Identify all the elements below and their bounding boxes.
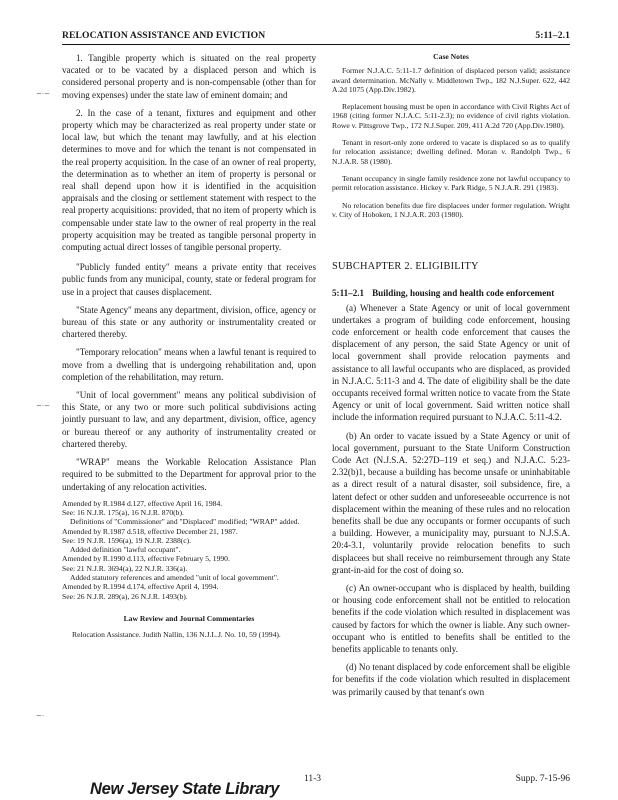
subchapter-heading: SUBCHAPTER 2. ELIGIBILITY: [332, 261, 479, 273]
section-heading: [332, 287, 570, 299]
definition-unit-of-local-government: "Unit of local government" means any political subdivision of this State, or any two or more such political subdivisions acting jointly pursuant to law, and any department, division, office, agency or bureau thereof or any authority of instrumentality created or chartered thereby.: [62, 390, 316, 449]
section-number: 5:11–2.1: [332, 288, 365, 299]
history-line: See: 26 N.J.R. 289(a), 26 N.J.R. 1493(b).: [62, 591, 188, 601]
definition-state-agency: "State Agency" means any department, division, office, agency or bureau of this state or any authority or instrumentality created or chartered thereby.: [62, 304, 316, 340]
definition-temporary-relocation: "Temporary relocation" means when a lawful tenant is required to move from a dwelling that is undergoing rehabilitation and, upon completion of the rehabilitation, may return.: [62, 347, 316, 382]
history-line: Added statutory references and amended "unit of local government".: [70, 573, 279, 583]
header-section-number: 5:11–2.1: [535, 30, 570, 41]
header-rule: [62, 44, 570, 45]
case-note: Tenant occupancy in single family residence zone not lawful occupancy to permit relocation assistance. Hickey v. Park Ridge, 5 N.J.A.R. 291 (1983).: [332, 173, 570, 193]
history-line: Amended by R.1990 d.113, effective February 5, 1990.: [62, 554, 230, 564]
history-line: Amended by R.1994 d.174, effective April 4, 1994.: [62, 582, 219, 592]
history-line: Amended by R.1984 d.127, effective April 16, 1984.: [62, 498, 223, 508]
right-column: [332, 52, 570, 704]
supplement-date: Supp. 7-15-96: [515, 774, 570, 784]
margin-mark: ~·~: [36, 90, 50, 98]
case-note: No relocation benefits due fire displacees under former regulation. Wright v. City of Hoboken, 1 N.J.A.R. 203 (1980).: [332, 200, 570, 219]
case-notes-heading: Case Notes: [433, 52, 469, 61]
paragraph-tenant-fixtures: 2. In the case of a tenant, fixtures and equipment and other property which may be characterized as real property under state or local law, but which the tenant may lawfully, and at his election determines to move and for which the tenant is not compensated in the real property acquisition. In the case of an owner of real property, the determination as to whether an item of property is personal or real shall depend upon how it is identified in the acquisition appraisals and the closing or settlement statement with respect to the real property acquisitions: provided, that no item of property which is compensable under state law to the owner of real property in the real property acquisition may be treated as tangible personal property in computing actual direct losses of tangible personal property.: [62, 107, 316, 253]
history-line: Definitions of "Commissioner" and "Displaced" modified; "WRAP" added.: [70, 517, 300, 527]
history-line: See: 19 N.J.R. 1596(a), 19 N.J.R. 2388(c).: [62, 535, 192, 545]
history-line: See: 21 N.J.R. 3694(a), 22 N.J.R. 336(a).: [62, 563, 188, 573]
case-note: Former N.J.A.C. 5:11-1.7 definition of displaced person valid; assistance award determination. McNally v. Middletown Twp., 182 N.J.Super. 622, 442 A.2d 1075 (App.Div.1982).: [332, 66, 570, 94]
header-title: RELOCATION ASSISTANCE AND EVICTION: [62, 30, 266, 41]
case-note: Replacement housing must be open in accordance with Civil Rights Act of 1968 (citing former N.J.A.C. 5:11-2.3); no evidence of civil rights violation. Rowe v. Pittsgrove Twp., 172 N.J.Super. 209, 411 A.2d 720 (App.Div.1980).: [332, 102, 570, 130]
subsection-d: (d) No tenant displaced by code enforcement shall be eligible for benefits if the code violation which resulted in displacement was primarily caused by that tenant's own: [332, 662, 570, 697]
history-line: Added definition "lawful occupant".: [70, 545, 181, 555]
section-title: Building, housing and health code enforcement: [372, 288, 555, 299]
case-notes: [332, 52, 570, 219]
paragraph-tangible-property: 1. Tangible property which is situated on the real property vacated or to be vacated by a displaced person and which is considered personal property and is non-compensable (other than for moving expenses) under the state law of eminent domain; and: [62, 53, 316, 100]
left-column: [62, 52, 316, 639]
margin-mark: ~·: [36, 712, 45, 720]
case-note: Tenant in resort-only zone ordered to vacate is displaced so as to qualify for relocation assistance; dwelling defined. Moran v. Randolph Twp., 6 N.J.A.R. 58 (1980).: [332, 138, 570, 166]
history-line: Amended by R.1987 d.518, effective December 21, 1987.: [62, 526, 238, 536]
definition-wrap: "WRAP" means the Workable Relocation Assistance Plan required to be submitted to the Department for approval prior to the undertaking of any relocation activities.: [62, 457, 316, 492]
page-number: 11-3: [304, 774, 322, 784]
library-stamp: New Jersey State Library: [90, 780, 280, 798]
subsection-c: (c) An owner-occupant who is displaced by health, building or housing code enforcement shall not be entitled to relocation benefits if the code violation which resulted in displacement was caused by factors for which the owner is liable. Any such owner-occupant who is entitled to benefits shall be entitled to the benefits applicable to tenants only.: [332, 583, 570, 655]
margin-mark: ~·~: [36, 402, 50, 410]
amendment-history: [62, 499, 316, 601]
law-review-citation: Relocation Assistance. Judith Nallin, 136 N.J.L.J. No. 10, 59 (1994).: [72, 630, 281, 640]
subsection-b: (b) An order to vacate issued by a State Agency or unit of local government, pursuant to the State Uniform Construction Code Act (N.J.S.A. 52:27D–119 et seq.) and N.J.A.C. 5:23-2.32(b)1, because a building has become unsafe or uninhabitable as a direct result of a natural disaster, soil subsidence, fire, a latent defect or other sudden and unforeseeable occurrence is not displacement within the meaning of these rules and no relocation benefits shall be due any occupants or former occupants of such a building. However, a municipality may, pursuant to N.J.S.A. 20:4-3.1, voluntarily provide relocation benefits to such displacees but shall receive no reimbursement through any State grant-in-aid for the cost of doing so.: [332, 430, 570, 575]
running-header: [62, 30, 570, 44]
history-line: See: 16 N.J.R. 175(a), 16 N.J.R. 870(b).: [62, 508, 184, 517]
definition-publicly-funded-entity: "Publicly funded entity" means a private entity that receives public funds from any municipal, county, state or federal program for use in a project that causes displacement.: [62, 262, 316, 297]
law-review-heading: Law Review and Journal Commentaries: [123, 613, 255, 623]
subsection-a: (a) Whenever a State Agency or unit of local government undertakes a program of building code enforcement, housing code enforcement or health code enforcement that causes the displacement of any person, the said State Agency or unit of local government shall provide relocation payments and assistance to all lawful occupants who are displaced, as provided in N.J.A.C. 5:11-3 and 4. The date of eligibility shall be the date occupants received formal written notice to vacate from the State Agency or unit of local government. Said written notice shall include the information required pursuant to N.J.A.C. 5:11-4.2.: [332, 302, 570, 423]
